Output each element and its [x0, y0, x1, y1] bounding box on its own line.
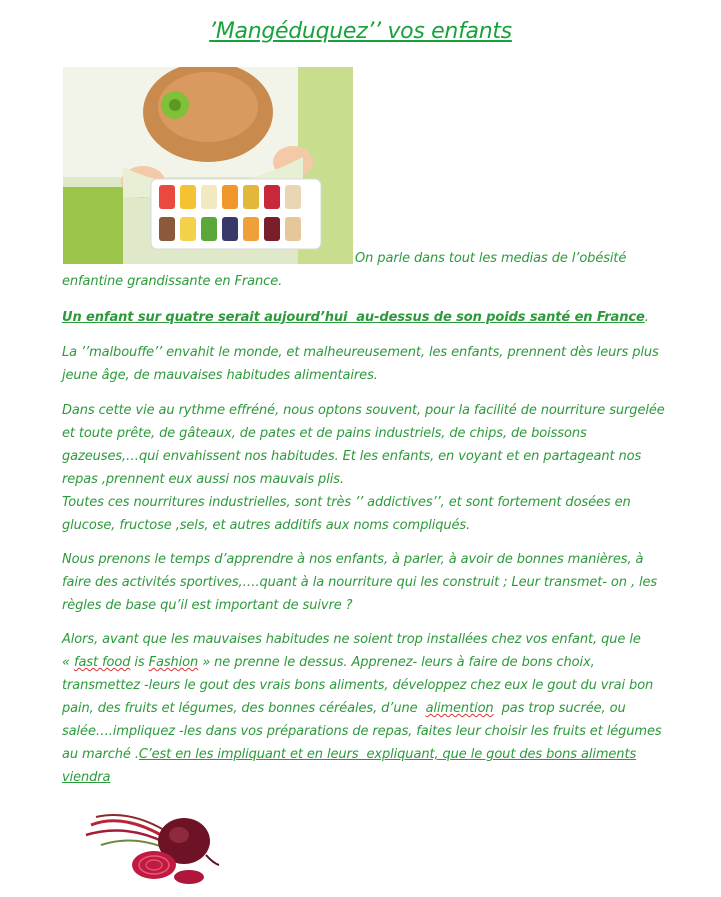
p3-line: faire des activités sportives,….quant à la nourriture qui les construit ; Leur transmet- on , les: [62, 575, 658, 590]
p2-line: et toute prête, de gâteaux, de pates et de pains industriels, de chips, de boissons: [62, 426, 587, 441]
p4-text: pas trop sucrée, ou: [493, 701, 626, 716]
paragraph-2: [62, 399, 665, 537]
p4-text: au marché .: [62, 747, 139, 762]
intro-line-1: On parle dans tout les medias de l’obésité: [355, 251, 627, 266]
p4-line: [62, 743, 662, 766]
p4-line: transmettez -leurs le gout des vrais bons aliments, développez chez eux le gout du vrai bon: [62, 678, 654, 693]
p2-line: glucose, fructose ,sels, et autres additifs aux noms compliqués.: [62, 518, 471, 533]
p4-text: «: [62, 655, 74, 670]
child-fruit-tray-photo: [63, 67, 353, 264]
p4-line: Alors, avant que les mauvaises habitudes ne soient trop installées chez vos enfant, que le: [62, 632, 641, 647]
fashion-text: Fashion: [148, 655, 199, 670]
fast-food-text: fast food: [73, 655, 131, 670]
headline: [62, 306, 649, 329]
p4-line: [62, 697, 662, 720]
p2-line: Dans cette vie au rythme effréné, nous optons souvent, pour la facilité de nourriture surgelée: [62, 403, 665, 418]
p2-line: Toutes ces nourritures industrielles, sont très ’’ addictives’’, et sont fortement dosées en: [62, 495, 631, 510]
p4-text: pain, des fruits et légumes, des bonnes céréales, d’une: [62, 701, 426, 716]
p1-line: jeune âge, de mauvaises habitudes alimentaires.: [62, 368, 378, 383]
p2-line: gazeuses,…qui envahissent nos habitudes. Et les enfants, en voyant et en partageant nos: [62, 449, 642, 464]
paragraph-3: [62, 548, 657, 617]
beetroot-image: [81, 805, 221, 887]
paragraph-1: [62, 341, 659, 387]
p4-line: salée….impliquez -les dans vos préparations de repas, faites leur choisir les fruits et légumes: [62, 724, 662, 739]
headline-text: Un enfant sur quatre serait aujourd’hui au-dessus de son poids santé en France: [62, 310, 645, 325]
alimention-text: alimention: [425, 701, 494, 716]
p4-text: » ne prenne le dessus. Apprenez- leurs à faire de bons choix,: [198, 655, 595, 670]
p4-underlined-text: viendra: [62, 770, 111, 785]
document-title: ’Mangéduquez’’ vos enfants: [209, 19, 512, 44]
p4-line: [62, 651, 662, 674]
intro-line-2: enfantine grandissante en France.: [62, 274, 283, 289]
p4-text: is: [130, 655, 149, 670]
paragraph-4: [62, 628, 662, 789]
p4-underlined-text: C’est en les impliquant et en leurs expliquant, que le gout des bons aliments: [138, 747, 637, 762]
p3-line: Nous prenons le temps d’apprendre à nos enfants, à parler, à avoir de bonnes manières, à: [62, 552, 644, 567]
headline-end: .: [644, 310, 649, 325]
p4-line: [62, 766, 662, 789]
p1-line: La ’’malbouffe’’ envahit le monde, et malheureusement, les enfants, prennent dès leurs plus: [62, 345, 659, 360]
p3-line: règles de base qu’il est important de suivre ?: [62, 598, 353, 613]
p2-line: repas ,prennent eux aussi nos mauvais plis.: [62, 472, 344, 487]
